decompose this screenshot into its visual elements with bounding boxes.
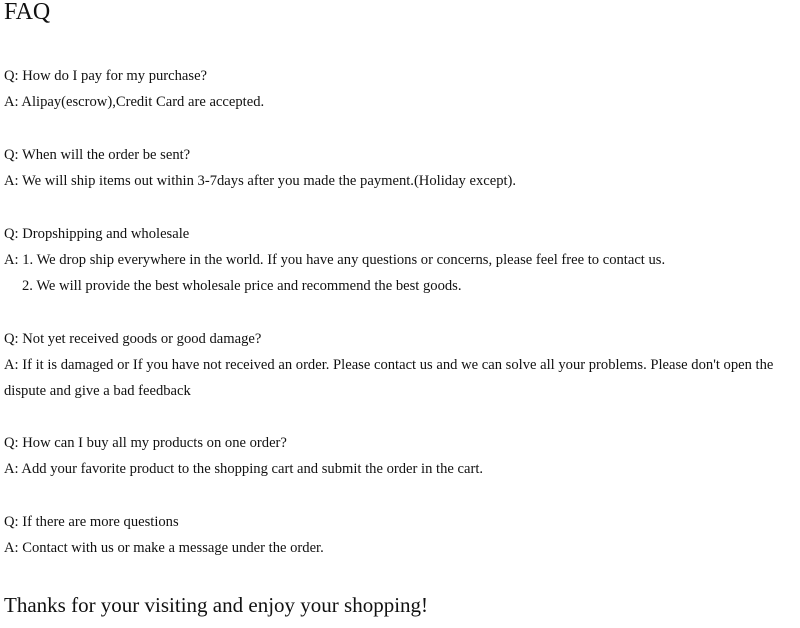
faq-question-damage: Q: Not yet received goods or good damage? (4, 331, 262, 347)
faq-question-one-order: Q: How can I buy all my products on one order? (4, 435, 287, 451)
faq-question-payment: Q: How do I pay for my purchase? (4, 68, 208, 84)
faq-answer-damage-line2: dispute and give a bad feedback (4, 383, 191, 399)
faq-question-shipping-time: Q: When will the order be sent? (4, 147, 191, 163)
faq-answer-dropshipping-line2: 2. We will provide the best wholesale price and recommend the best goods. (22, 278, 462, 294)
faq-answer-damage: A: If it is damaged or If you have not received an order. Please contact us and we can solve all your problems. Please don't open the (4, 357, 774, 373)
faq-answer-payment: A: Alipay(escrow),Credit Card are accepted. (4, 94, 265, 110)
faq-answer-shipping-time: A: We will ship items out within 3-7days after you made the payment.(Holiday except). (4, 173, 517, 189)
faq-answer-one-order: A: Add your favorite product to the shopping cart and submit the order in the cart. (4, 461, 484, 477)
closing-message: Thanks for your visiting and enjoy your shopping! (4, 593, 429, 617)
faq-answer-more-questions: A: Contact with us or make a message under the order. (4, 540, 324, 556)
faq-answer-dropshipping: A: 1. We drop ship everywhere in the world. If you have any questions or concerns, please feel free to contact us. (4, 252, 666, 268)
faq-question-dropshipping: Q: Dropshipping and wholesale (4, 226, 190, 242)
page-title: FAQ (4, 0, 51, 25)
faq-question-more-questions: Q: If there are more questions (4, 514, 179, 530)
